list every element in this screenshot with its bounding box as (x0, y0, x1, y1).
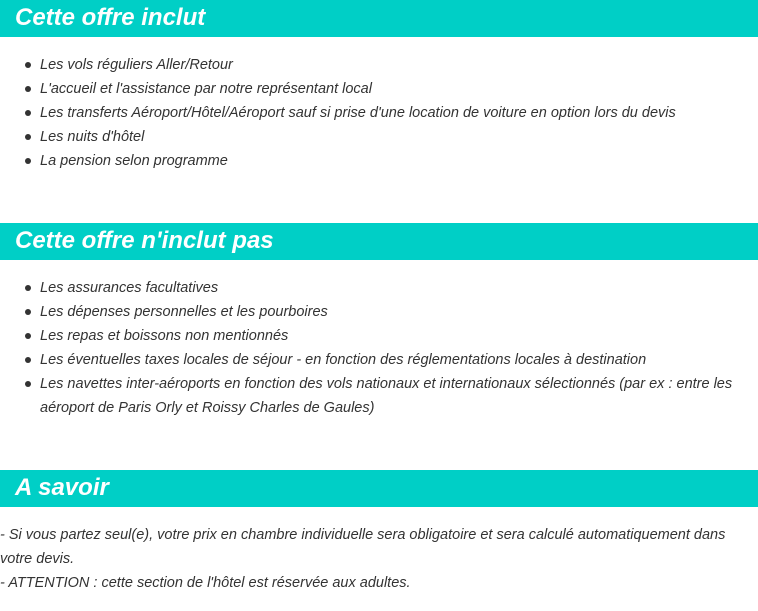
list-item-text: Les navettes inter-aéroports en fonction des vols nationaux et internationaux sélectionnés (par ex : entre les aéroport de Paris Orly et Roissy Charles de Gaules) (40, 376, 733, 416)
bullet-icon (25, 357, 31, 363)
included-section-header (0, 0, 758, 37)
bullet-icon (25, 158, 31, 164)
list-item-text: Les éventuelles taxes locales de séjour - en fonction des réglementations locales à destination (40, 352, 647, 368)
list-item-text: Les assurances facultatives (40, 280, 219, 296)
bullet-icon (25, 62, 31, 68)
not-included-section-title: Cette offre n'inclut pas (15, 227, 274, 254)
bullet-icon (25, 309, 31, 315)
list-item (0, 348, 758, 372)
list-item-text: Les vols réguliers Aller/Retour (40, 57, 233, 73)
list-item-text: Les transferts Aéroport/Hôtel/Aéroport sauf si prise d'une location de voiture en option lors du devis (40, 105, 676, 121)
list-item (0, 372, 758, 420)
bullet-icon (25, 285, 31, 291)
list-item (0, 149, 758, 173)
list-item (0, 300, 758, 324)
list-item-text: Les nuits d'hôtel (40, 129, 145, 145)
good-to-know-section-header (0, 470, 758, 507)
included-section-title: Cette offre inclut (15, 4, 206, 31)
good-to-know-note-2: - ATTENTION : cette section de l'hôtel est réservée aux adultes. (0, 575, 411, 591)
bullet-icon (25, 110, 31, 116)
good-to-know-section-title: A savoir (15, 474, 109, 501)
list-item (0, 324, 758, 348)
list-item (0, 101, 758, 125)
list-item (0, 77, 758, 101)
bullet-icon (25, 333, 31, 339)
list-item-text: L'accueil et l'assistance par notre représentant local (40, 81, 372, 97)
list-item-text: La pension selon programme (40, 153, 228, 169)
list-item-text: Les dépenses personnelles et les pourboires (40, 304, 328, 320)
included-list (0, 53, 758, 173)
not-included-section-header (0, 223, 758, 260)
list-item (0, 53, 758, 77)
list-item (0, 125, 758, 149)
bullet-icon (25, 134, 31, 140)
bullet-icon (25, 86, 31, 92)
not-included-list (0, 276, 758, 420)
bullet-icon (25, 381, 31, 387)
good-to-know-note-1: - Si vous partez seul(e), votre prix en chambre individuelle sera obligatoire et sera calculé automatiquement dans votre devis. (0, 527, 726, 567)
list-item-text: Les repas et boissons non mentionnés (40, 328, 289, 344)
list-item (0, 276, 758, 300)
